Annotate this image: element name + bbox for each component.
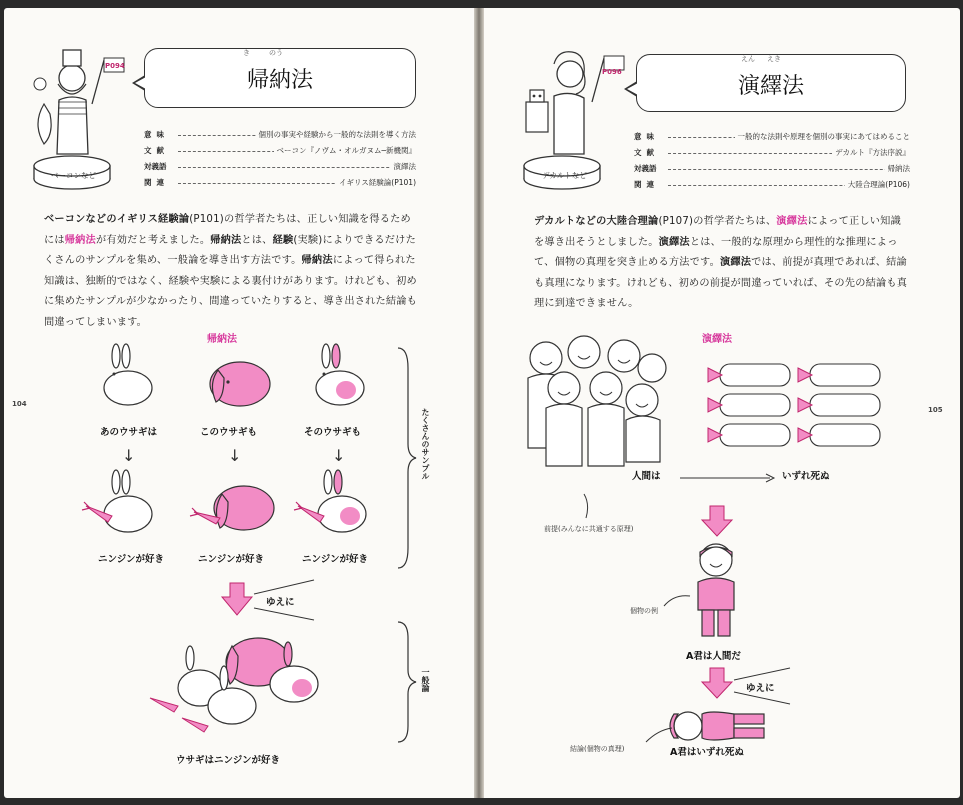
definition-value: ベーコン『ノヴム・オルガヌム─新機関』 <box>274 144 416 158</box>
body-text-run: では、前提が真理であれば、結論も真理になります。けれども、初めの前提が間違っていれば、その先の結論も真理に到達できません。 <box>534 257 908 309</box>
body-text-run: (実験)によりできるだけたくさんのサンプルを集め、一般論を導き出す方法です。 <box>44 234 416 266</box>
many-samples-label: たくさんのサンプル <box>421 408 430 480</box>
example-note: 個物の例 <box>630 607 658 615</box>
premise-predicate: いずれ死ぬ <box>782 471 830 482</box>
carrot-label: ニンジンが好き <box>98 554 165 565</box>
body-bold-term: 帰納法 <box>301 255 333 266</box>
definition-value: 演繹法 <box>391 160 417 174</box>
premise-note: 前提(みんなに共通する原理) <box>544 525 634 533</box>
title-ruby-1: き <box>243 49 250 57</box>
definition-row <box>634 130 910 144</box>
body-bold-term: デカルトなどの大陸合理論 <box>534 216 659 227</box>
body-text-run: が有効だと考えました。 <box>95 234 211 246</box>
therefore-label: ゆえに <box>746 683 775 694</box>
body-text-run: (P107)の哲学者たちは、 <box>658 216 777 227</box>
conclusion-label: ウサギはニンジンが好き <box>176 755 281 766</box>
brace-general-theory <box>396 622 416 742</box>
pointer-line <box>662 590 692 610</box>
definition-key: 対義語 <box>144 162 167 171</box>
definition-value: 個別の事実や経験から一般的な法則を導く方法 <box>256 128 417 142</box>
definition-value: 帰納法 <box>885 162 911 176</box>
rabbit-pink-lop-icon <box>202 354 272 414</box>
body-text-run: によって正しい知識を導き出そうとしました。 <box>534 216 901 248</box>
definition-key: 意味 <box>144 130 169 139</box>
person-a-kun-lying-illustration <box>664 706 774 746</box>
definition-row <box>144 160 416 174</box>
body-highlight-term: 演繹法 <box>776 216 808 227</box>
page-title: 帰納法 <box>246 68 313 93</box>
body-highlight-term: 帰納法 <box>64 234 96 246</box>
body-bold-term: ベーコンなどのイギリス経験論 <box>44 214 190 225</box>
definition-key: 意味 <box>634 132 659 141</box>
definition-key: 対義語 <box>634 164 657 173</box>
rabbit-white-icon <box>100 348 160 408</box>
pointer-line <box>580 492 600 522</box>
definition-value: 一般的な法則や原理を個別の事実にあてはめること <box>735 130 911 144</box>
definition-row <box>144 144 416 158</box>
right-page <box>484 8 960 798</box>
arrow-down-icon: ↓ <box>332 446 346 465</box>
definition-key: 文献 <box>634 148 659 157</box>
body-paragraph <box>534 212 910 315</box>
arrow-down-icon: ↓ <box>228 446 242 465</box>
rabbit-pink-eating-carrot-icon <box>190 474 280 544</box>
body-paragraph <box>44 210 418 333</box>
page-number: 105 <box>928 406 943 414</box>
carrot-label: ニンジンが好き <box>198 554 265 565</box>
brace-many-samples <box>396 348 416 568</box>
left-page <box>4 8 474 798</box>
definition-row <box>634 162 910 176</box>
page-number: 104 <box>12 400 27 408</box>
definition-value: 大陸合理論(P106) <box>845 178 910 192</box>
definition-key: 文献 <box>144 146 169 155</box>
pointer-line <box>644 724 674 744</box>
title-bubble <box>636 54 906 112</box>
body-text-run: (P101)の哲学者たちは、正しい知識を得るためには <box>44 214 411 246</box>
conclusion-label: A君はいずれ死ぬ <box>670 747 744 758</box>
diagram-title: 帰納法 <box>207 334 237 345</box>
premise-subject: 人間は <box>632 471 661 482</box>
pink-arrow-down-icon <box>702 668 732 700</box>
rabbit-group-illustration <box>146 628 336 738</box>
book-gutter <box>474 8 484 798</box>
rabbit-label: あのウサギは <box>100 427 158 438</box>
figure-tag: デカルトなど <box>542 171 587 180</box>
flag-page-ref: P094 <box>105 62 125 70</box>
title-ruby-2: えき <box>767 55 781 63</box>
diagram-title: 演繹法 <box>702 334 732 345</box>
rabbit-eating-carrot-icon <box>82 472 162 542</box>
definition-value: イギリス経験論(P101) <box>336 176 416 190</box>
pink-arrow-down-icon <box>702 506 732 538</box>
figure-tag: ベーコンなど <box>51 171 96 180</box>
page-title: 演繹法 <box>737 74 804 99</box>
pink-arrow-down-icon <box>222 583 252 617</box>
therefore-label: ゆえに <box>266 597 295 608</box>
body-text-run: によって得られた知識は、独断的ではなく、経験や実験による裏付けがあります。けれども、初めに集めたサンプルが少なかったり、間違っていたりすると、導き出された結論も間違ってしまいます。 <box>44 255 418 328</box>
definition-row <box>144 176 416 190</box>
body-text-run: とは、 <box>241 234 273 246</box>
body-text-run: とは、一般的な原理から理性的な推理によって、個物の真理を突き止める方法です。 <box>534 236 898 268</box>
flag-page-ref: P096 <box>602 68 622 76</box>
example-label: A君は人間だ <box>686 651 741 662</box>
definition-row <box>144 128 416 142</box>
rabbit-spotted-icon <box>310 348 370 408</box>
body-bold-term: 帰納法 <box>210 234 242 246</box>
body-bold-term: 演繹法 <box>719 257 752 268</box>
title-ruby-2: のう <box>269 49 283 57</box>
definition-value: デカルト『方法序説』 <box>832 146 910 160</box>
title-ruby-1: えん <box>741 55 755 63</box>
conclusion-note: 結論(個物の真理) <box>570 745 625 753</box>
definition-row <box>634 178 910 192</box>
title-bubble <box>144 48 416 108</box>
body-bold-term: 経験 <box>272 234 294 246</box>
carrot-label: ニンジンが好き <box>302 554 369 565</box>
general-theory-label: 一般論 <box>421 668 430 692</box>
definition-row <box>634 146 910 160</box>
definition-key: 関連 <box>634 180 659 189</box>
lying-people-illustration <box>706 360 906 460</box>
arrow-right-icon <box>680 473 776 483</box>
arrow-down-icon: ↓ <box>122 446 136 465</box>
body-bold-term: 演繹法 <box>658 236 690 248</box>
person-a-kun-illustration <box>688 540 748 640</box>
people-crowd-illustration <box>524 338 674 468</box>
rabbit-label: そのウサギも <box>304 427 362 438</box>
rabbit-spotted-eating-carrot-icon <box>294 470 374 540</box>
definition-key: 関連 <box>144 178 169 187</box>
rabbit-label: このウサギも <box>200 427 258 438</box>
